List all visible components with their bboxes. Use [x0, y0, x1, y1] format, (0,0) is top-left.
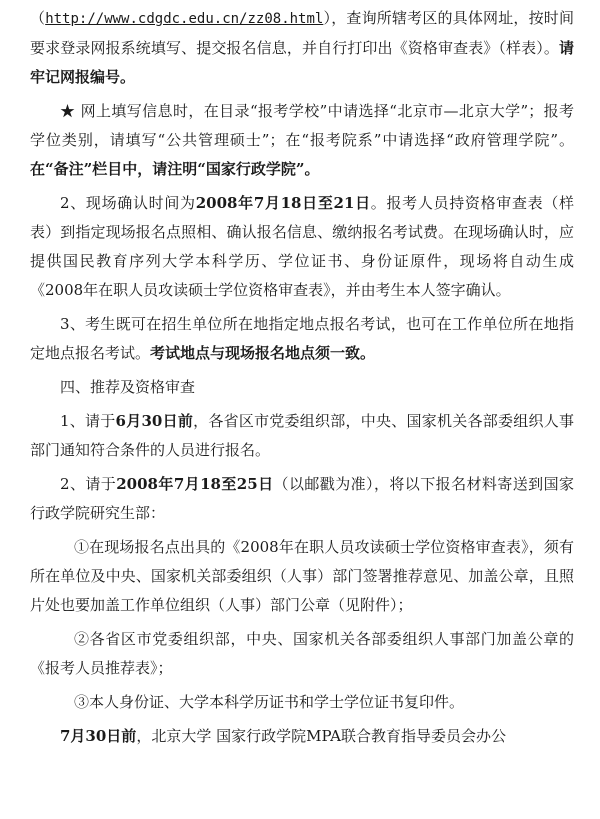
paragraph-text: 2、现场确认时间为 [60, 194, 196, 212]
paragraph-text: ），查询所辖考区的具体网址，按时间要求登录网报系统填写、提交报名信息，并自行打印出《资格审查表》（样表）。 [30, 9, 574, 57]
paragraph-exam-location [30, 310, 574, 368]
bold-date: 7月30日前 [60, 727, 137, 745]
paragraph-text: （以邮戳为准），将以下报名材料寄送到国家行政学院研究生部： [30, 475, 575, 522]
registration-url[interactable]: http://www.cdgdc.edu.cn/zz08.html [45, 11, 324, 27]
paragraph-text: 1、请于 [60, 412, 116, 430]
list-item-review-form: ①在现场报名点出具的《2008年在职人员攻读硕士学位资格审查表》，须有所在单位及中央、国家机关部委组织（人事）部门签署推荐意见、加盖公章，且照片处也要加盖工作单位组织（人事）部门公章（见附件）； [30, 538, 574, 614]
bold-date: 6月30日前 [115, 412, 194, 430]
paragraph-mail-materials [30, 470, 574, 528]
paragraph-text: 。报考人员持资格审查表（样表）到指定现场报名点照相、确认报名信息、缴纳报名考试费。在现场确认时，应提供国民教育序列大学本科学历、学位证书、身份证原件，现场将自动生成《2008年在职人员攻读硕士学位资格审查表》，并由考生本人签字确认。 [30, 194, 574, 299]
bold-note: 考试地点与现场报名地点须一致。 [150, 344, 376, 362]
paragraph-final-deadline [30, 722, 574, 751]
paragraph-text: ，北京大学 国家行政学院MPA联合教育指导委员会办公 [136, 727, 506, 745]
paragraph-text: ，各省区市党委组织部，中央、国家机关各部委组织人事部门通知符合条件的人员进行报名。 [30, 412, 574, 459]
paragraph-text: 2、请于 [60, 475, 117, 493]
paren-open: （ [30, 9, 46, 27]
bold-date: 2008年7月18日至21日 [195, 194, 371, 212]
paragraph-onsite-confirmation [30, 189, 574, 305]
paragraph-text: ★ 网上填写信息时，在目录“报考学校”中请选择“北京市—北京大学”；报考学位类别，请填写“公共管理硕士”；在“报考院系”中请选择“政府管理学院”。 [30, 102, 574, 149]
list-item-recommendation-form: ②各省区市党委组织部，中央、国家机关各部委组织人事部门加盖公章的《报考人员推荐表》； [30, 630, 574, 677]
paragraph-registration-url [30, 4, 574, 92]
bold-note: 请牢记网报编号。 [30, 39, 574, 86]
paragraph-text: 3、考生既可在招生单位所在地指定地点报名考试，也可在工作单位所在地指定地点报名考试。 [30, 315, 574, 362]
bold-note: 在“备注”栏目中，请注明“国家行政学院”。 [30, 160, 320, 178]
paragraph-online-instructions [30, 97, 574, 184]
paragraph-recommend-deadline [30, 407, 574, 465]
bold-date: 2008年7月18至25日 [116, 475, 274, 493]
section-heading-recommendation: 四、推荐及资格审查 [60, 378, 196, 396]
list-item-id-copies: ③本人身份证、大学本科学历证书和学士学位证书复印件。 [74, 693, 465, 711]
